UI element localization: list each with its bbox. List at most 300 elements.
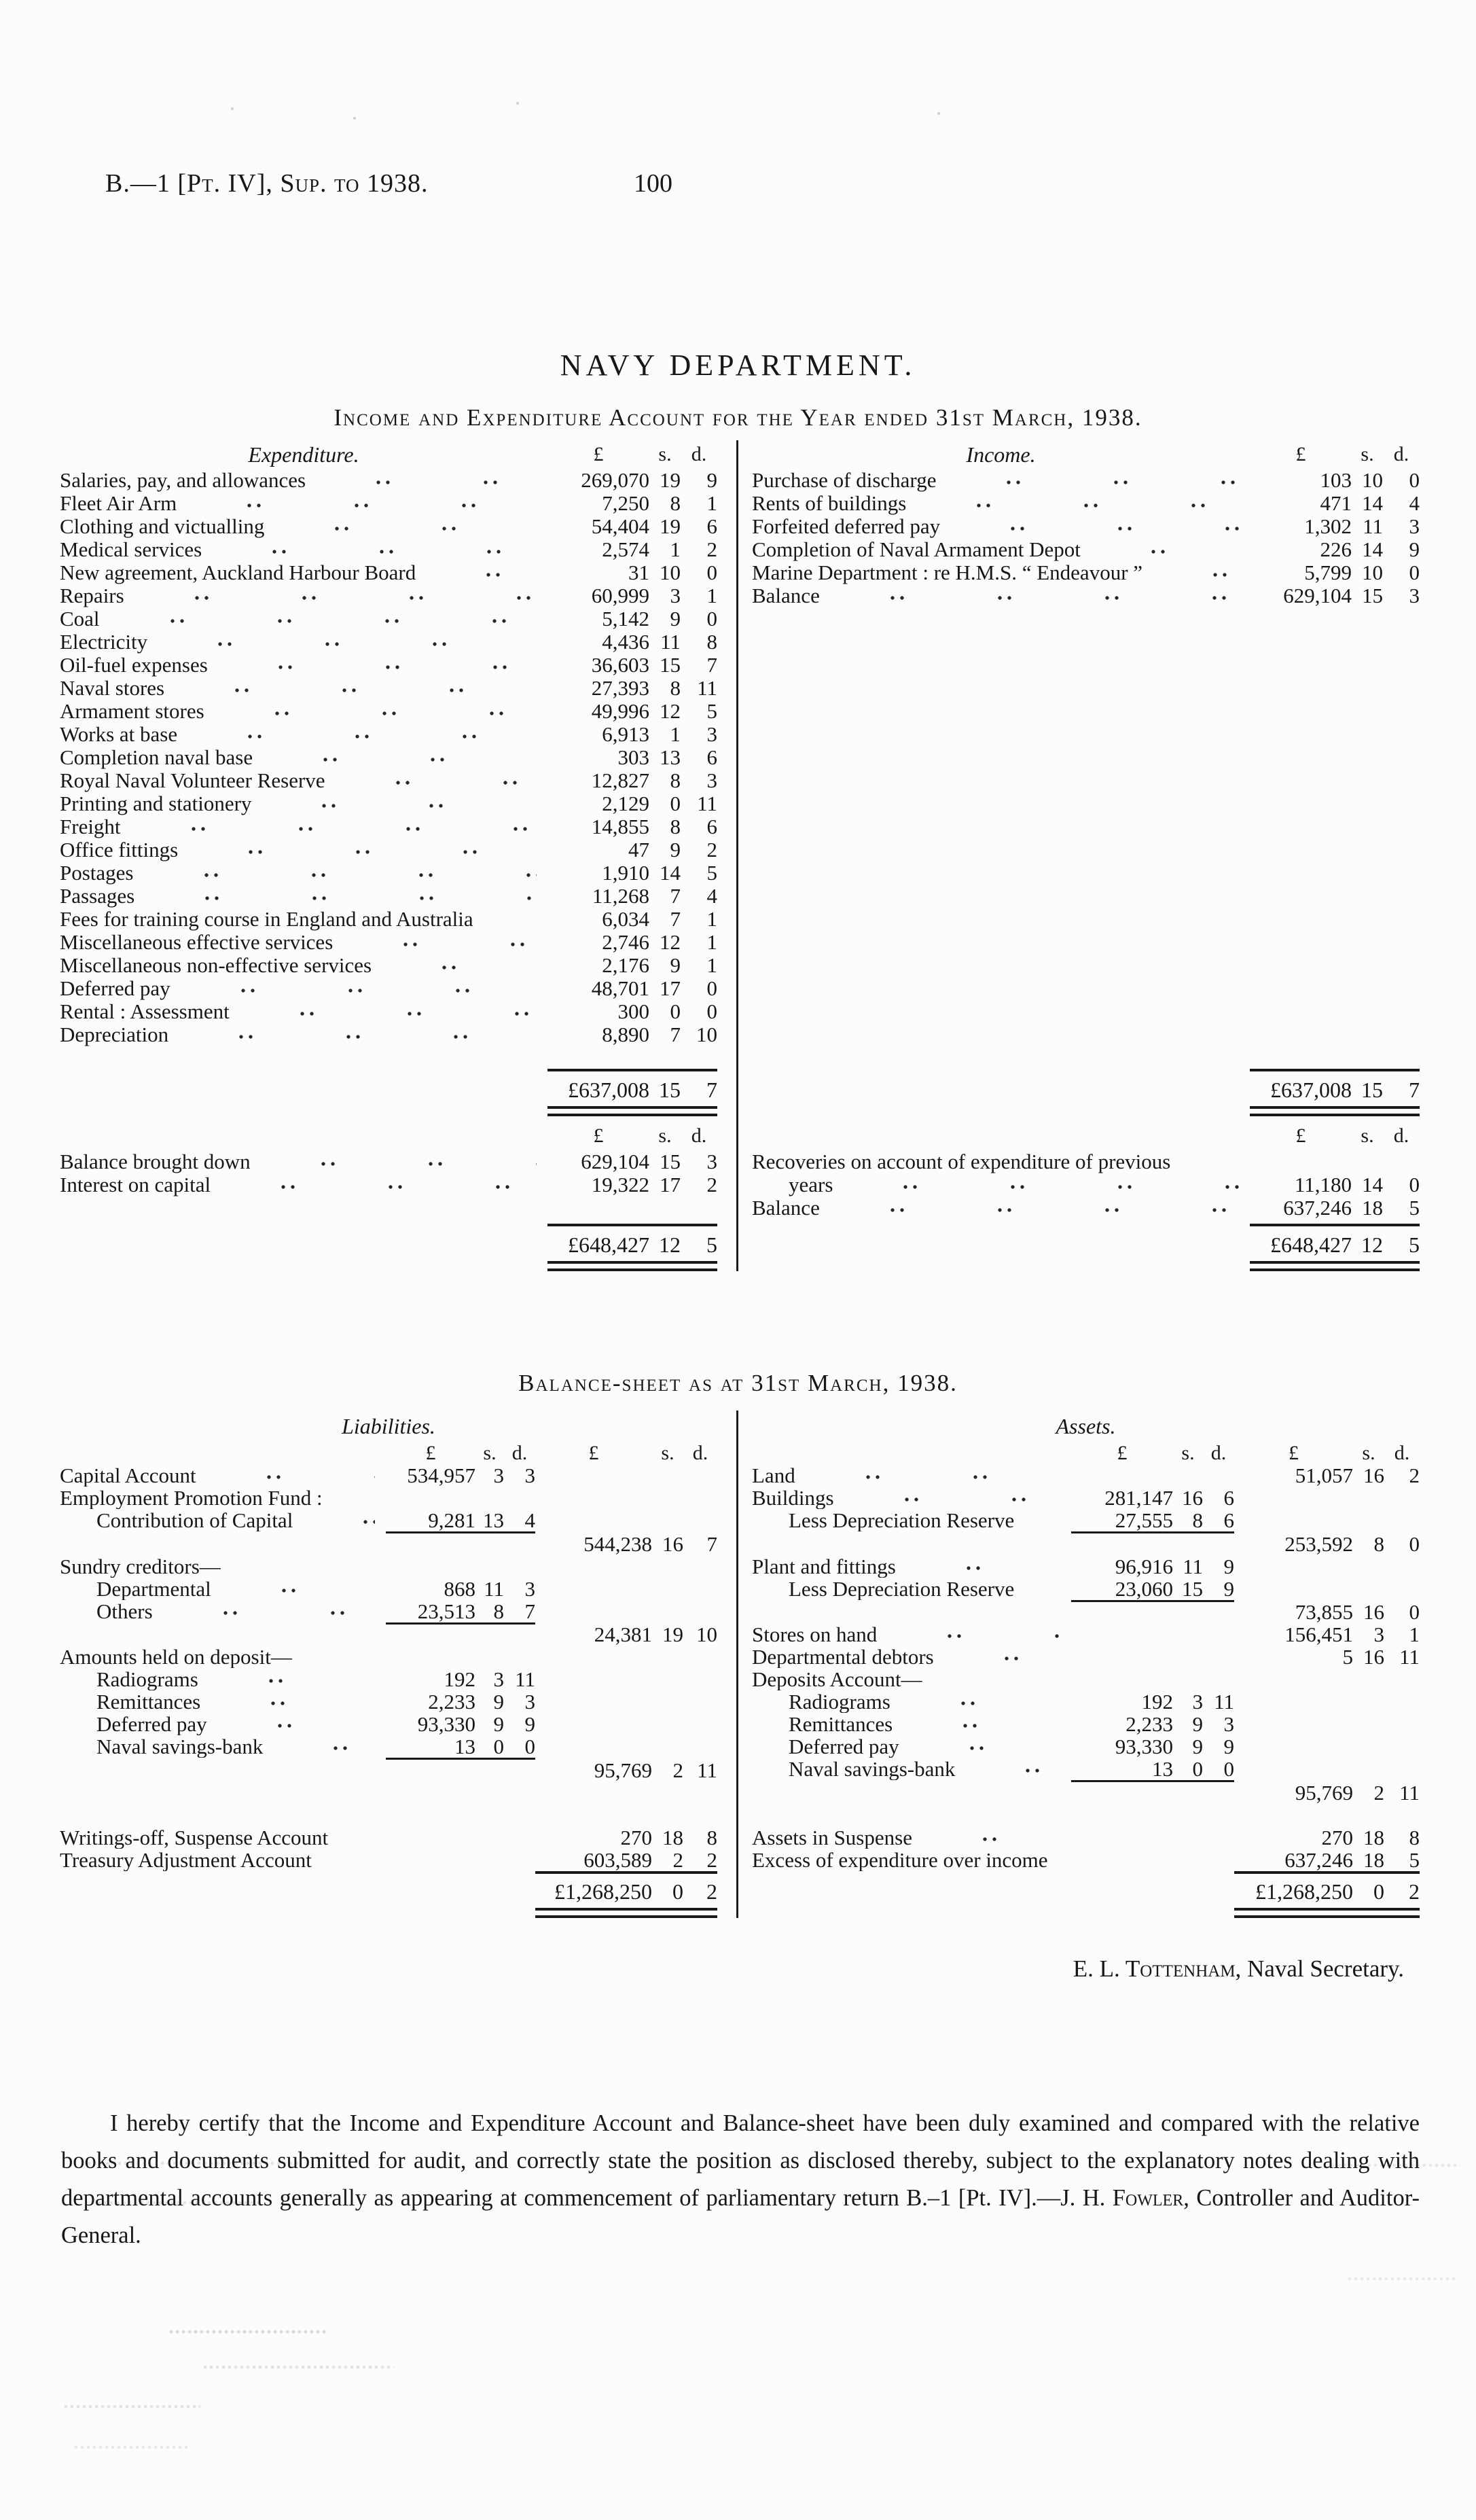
col-header-pence: d. — [691, 443, 707, 465]
amount-pounds: 96,916 — [1115, 1554, 1173, 1578]
balance-sheet-row — [60, 1826, 717, 1849]
col-header-pence: d. — [1210, 1442, 1227, 1464]
amount-pence — [1384, 1509, 1420, 1533]
total-shillings: 12 — [649, 1225, 681, 1256]
certification-body: I hereby certify that the Income and Expenditure Account and Balance-sheet have been duly examined and compared with the relative books and documents submitted for audit, and correctly state the position as disclosed thereby, subject to the explanatory notes dealing with departmental accounts generally as appearing at commencement of parliamentary return B.–1 [Pt. IV].—J. H. — [61, 2110, 1420, 2211]
amount-pence: 0 — [524, 1735, 535, 1758]
amount-shillings — [652, 1668, 683, 1690]
account-row — [60, 1150, 717, 1173]
col-header-shillings: s. — [1181, 1442, 1195, 1464]
blank-cell — [60, 1256, 547, 1271]
income-main-block — [752, 440, 1420, 1116]
cell — [1203, 1533, 1234, 1555]
row-label-cell — [752, 1578, 1071, 1600]
balance-sheet-row — [752, 1690, 1420, 1713]
amount-shillings: 7 — [670, 884, 681, 908]
row-label-cell — [60, 538, 547, 561]
account-row — [60, 838, 717, 862]
account-row — [752, 515, 1420, 538]
double-rule — [1250, 1261, 1420, 1271]
amount-pence: 0 — [706, 561, 717, 584]
amount-pence — [683, 1690, 717, 1713]
amount-pence: 4 — [524, 1508, 535, 1532]
row-label: Medical services — [60, 538, 202, 561]
row-label-cell — [60, 1578, 386, 1600]
row-label: Deferred pay — [789, 1735, 899, 1758]
amount-pence: 3 — [706, 768, 717, 792]
dot-leader — [276, 1735, 375, 1758]
col-header-shillings: s. — [658, 443, 672, 465]
subtotal-shillings: 2 — [1373, 1780, 1384, 1805]
amount-pence: 9 — [1223, 1576, 1234, 1601]
balance-sheet-row — [752, 1464, 1420, 1487]
col-header-pence: d. — [692, 1442, 708, 1464]
subtotal-pounds: 73,855 — [1295, 1600, 1353, 1624]
row-label-cell — [60, 1849, 386, 1871]
amount-pounds: 2,129 — [602, 792, 649, 815]
amount-pounds: 93,330 — [417, 1712, 475, 1736]
cell — [386, 1646, 475, 1668]
row-label-cell — [60, 1735, 386, 1758]
amount-pounds — [535, 1578, 652, 1600]
amount-pence — [683, 1578, 717, 1600]
row-label: Passages — [60, 885, 135, 908]
table-body — [752, 1070, 1420, 1116]
row-label: Naval savings-bank — [789, 1758, 956, 1780]
dot-leader — [833, 1196, 1239, 1220]
row-label: Remittances — [96, 1690, 201, 1713]
dot-leader — [191, 723, 537, 746]
dot-leader — [243, 1000, 537, 1023]
account-row — [752, 1150, 1420, 1173]
amount-pounds: 270 — [1321, 1825, 1353, 1849]
amount-pence: 11 — [1399, 1645, 1420, 1669]
amount-pounds: 6,913 — [602, 722, 649, 746]
amount-shillings: 16 — [1363, 1463, 1384, 1487]
row-label-cell — [752, 492, 1250, 515]
dot-leader — [134, 815, 537, 838]
subtotal-pounds: 95,769 — [594, 1758, 652, 1782]
total-pounds: £648,427 — [1250, 1225, 1352, 1256]
row-label-cell — [752, 1826, 1071, 1849]
row-label-cell — [752, 1713, 1071, 1735]
account-row — [60, 815, 717, 838]
cell — [1071, 1601, 1173, 1623]
cell — [386, 1487, 475, 1509]
amount-pence: 0 — [706, 999, 717, 1023]
double-rule-cell — [535, 1903, 717, 1918]
account-row — [60, 700, 717, 723]
amount-shillings: 11 — [660, 630, 681, 654]
dot-leader — [385, 954, 537, 977]
row-label-cell — [60, 1713, 386, 1735]
amount-shillings: 3 — [493, 1667, 504, 1691]
double-rule — [535, 1908, 717, 1918]
dot-leader — [221, 1713, 375, 1735]
amount-pence: 0 — [1409, 561, 1420, 584]
dot-leader — [848, 1487, 1060, 1509]
amount-pence: 11 — [515, 1667, 535, 1691]
amount-pence: 3 — [524, 1576, 535, 1601]
row-label-cell — [60, 631, 547, 654]
amount-pence — [683, 1509, 717, 1533]
row-label-cell — [752, 538, 1250, 561]
amount-pence: 5 — [706, 699, 717, 723]
amount-shillings: 13 — [660, 745, 681, 769]
amount-shillings — [1353, 1735, 1384, 1758]
amount-shillings: 14 — [1362, 537, 1383, 561]
subtotal-pence: 11 — [697, 1758, 717, 1782]
dot-leader — [225, 1578, 375, 1600]
amount-shillings — [652, 1735, 683, 1759]
row-label-cell — [60, 584, 547, 607]
blank-cell — [752, 1101, 1250, 1116]
amount-pounds: 1,910 — [602, 861, 649, 885]
row-label-cell — [60, 1464, 386, 1487]
row-label: Radiograms — [96, 1668, 198, 1690]
row-label-cell — [60, 1690, 386, 1713]
amount-pounds: 11,268 — [592, 884, 649, 908]
dot-leader — [266, 746, 537, 769]
amount-shillings: 9 — [670, 607, 681, 631]
amount-shillings: 8 — [493, 1599, 504, 1623]
balance-sheet-row — [752, 1578, 1420, 1601]
amount-shillings — [652, 1600, 683, 1624]
column-header-row — [752, 1442, 1420, 1464]
amount-pence: 2 — [1409, 1463, 1420, 1487]
dot-leader — [265, 792, 537, 815]
amount-pounds — [535, 1509, 652, 1533]
total-shillings: 0 — [652, 1873, 683, 1903]
amount-pounds: 48,701 — [591, 976, 649, 1000]
amount-shillings — [1353, 1690, 1384, 1713]
subtotal-shillings: 16 — [662, 1531, 683, 1556]
amount-pounds — [386, 1826, 475, 1849]
row-label: Electricity — [60, 631, 148, 654]
row-label-cell — [60, 977, 547, 1000]
cell — [652, 1555, 683, 1578]
total-pence: 5 — [681, 1225, 717, 1256]
amount-pence: 4 — [706, 884, 717, 908]
amount-pounds: 11,180 — [1294, 1173, 1352, 1196]
double-rule-row — [752, 1256, 1420, 1271]
cell — [475, 1873, 504, 1903]
dot-leader — [184, 977, 537, 1000]
total-pence: 7 — [1383, 1070, 1420, 1101]
amount-pounds — [1234, 1509, 1353, 1533]
row-label: Fees for training course in England and Australia — [60, 908, 473, 931]
col-header-pounds: £ — [1295, 1124, 1306, 1147]
col-header-shillings: s. — [1361, 443, 1374, 465]
amount-pence: 0 — [1409, 468, 1420, 492]
amount-pounds — [535, 1668, 652, 1690]
amount-shillings — [1353, 1509, 1384, 1533]
amount-shillings: 8 — [670, 815, 681, 838]
dot-leader — [429, 561, 537, 584]
amount-pence: 3 — [706, 722, 717, 746]
dot-leader — [969, 1758, 1060, 1780]
dot-leader — [319, 469, 537, 492]
amount-shillings: 18 — [1363, 1847, 1384, 1872]
amount-pence — [683, 1713, 717, 1735]
amount-pounds — [1071, 1849, 1173, 1873]
row-label-cell — [752, 469, 1250, 492]
amount-shillings: 12 — [660, 930, 681, 954]
account-row — [752, 1173, 1420, 1196]
amount-pence: 1 — [706, 953, 717, 977]
cell — [475, 1487, 504, 1509]
bleed-through-artifact — [82, 2162, 299, 2165]
cell — [504, 1555, 535, 1578]
account-row — [60, 584, 717, 607]
row-label: Miscellaneous effective services — [60, 931, 334, 954]
amount-pence — [504, 1826, 535, 1849]
signature-line — [1073, 1955, 1404, 1983]
amount-pounds: 54,404 — [591, 514, 649, 538]
dot-leader — [161, 631, 537, 654]
row-label-cell — [60, 1826, 386, 1849]
amount-shillings: 19 — [660, 468, 681, 492]
row-label-cell — [60, 746, 547, 769]
amount-shillings: 8 — [670, 676, 681, 700]
subtotal-pence: 11 — [1399, 1780, 1420, 1805]
amount-shillings: 12 — [660, 699, 681, 723]
amount-pence — [1203, 1849, 1234, 1873]
row-label: Balance — [752, 1196, 820, 1220]
row-label-cell — [752, 1464, 1071, 1487]
cell — [1353, 1668, 1384, 1690]
dot-leader — [1094, 538, 1239, 561]
balance-sheet-row — [752, 1735, 1420, 1758]
double-rule-cell — [547, 1101, 717, 1116]
row-label: Deferred pay — [60, 977, 170, 1000]
cell — [504, 1646, 535, 1668]
row-label: Postages — [60, 862, 134, 885]
dot-leader — [148, 885, 537, 908]
section-label: Income. — [966, 442, 1036, 467]
balance-sheet-row — [752, 1509, 1420, 1533]
account-row — [752, 561, 1420, 584]
subtotal-pence: 0 — [1409, 1600, 1420, 1624]
total-pence: 2 — [1384, 1873, 1420, 1903]
audit-certification-paragraph — [61, 2105, 1420, 2254]
amount-pounds — [1234, 1487, 1353, 1509]
row-label-cell — [752, 1623, 1071, 1646]
balance-sheet-row — [60, 1555, 717, 1578]
amount-pence: 9 — [1223, 1735, 1234, 1758]
row-label: Plant and fittings — [752, 1555, 896, 1578]
liabilities-column — [60, 1410, 738, 1918]
amount-shillings: 1 — [670, 722, 681, 746]
bleed-through-artifact — [1331, 2164, 1460, 2167]
dot-leader — [904, 1690, 1060, 1713]
cell — [535, 1555, 652, 1578]
cell — [475, 1623, 504, 1646]
expenditure-column — [60, 440, 738, 1271]
col-header-pounds: £ — [588, 1442, 599, 1464]
row-label-cell — [752, 584, 1250, 607]
row-label: Radiograms — [789, 1690, 890, 1713]
total-shillings: 15 — [649, 1070, 681, 1101]
row-label: Naval stores — [60, 677, 165, 700]
balance-sheet-row — [60, 1713, 717, 1735]
subtotal-shillings: 19 — [662, 1622, 683, 1646]
row-label-cell — [60, 792, 547, 815]
cell — [504, 1759, 535, 1781]
scan-speck — [353, 117, 356, 120]
account-row — [60, 469, 717, 492]
amount-pounds: 23,060 — [1115, 1576, 1173, 1601]
account-lower-table — [60, 1122, 717, 1196]
row-label: Depreciation — [60, 1023, 169, 1046]
row-label: Departmental — [96, 1577, 211, 1600]
account-lower-table — [752, 1122, 1420, 1220]
cell — [1173, 1873, 1203, 1903]
amount-pence — [1384, 1735, 1420, 1758]
liabilities-table-mount — [60, 1442, 717, 1918]
amount-pounds: 2,746 — [602, 930, 649, 954]
amount-pounds: 192 — [444, 1667, 475, 1691]
amount-pounds: 31 — [628, 561, 649, 584]
subtotal-shillings: 16 — [1363, 1600, 1384, 1624]
amount-shillings: 0 — [670, 999, 681, 1023]
amount-pounds — [1234, 1555, 1353, 1578]
balance-sheet-row — [60, 1487, 717, 1509]
account-row — [60, 492, 717, 515]
row-label-cell — [752, 1849, 1071, 1871]
double-rule — [1250, 1106, 1420, 1116]
amount-shillings: 18 — [1363, 1825, 1384, 1849]
amount-pounds: 192 — [1141, 1690, 1173, 1714]
amount-shillings: 1 — [670, 537, 681, 561]
amount-pounds: 9,281 — [428, 1508, 475, 1532]
dot-leader — [214, 1690, 375, 1713]
amount-shillings: 11 — [484, 1576, 504, 1601]
amount-pence: 3 — [706, 1150, 717, 1173]
row-label-cell — [60, 1646, 386, 1668]
amount-pence: 10 — [696, 1023, 717, 1046]
amount-pence: 5 — [706, 861, 717, 885]
amount-pence: 9 — [1223, 1554, 1234, 1578]
row-label: Remittances — [789, 1713, 893, 1735]
cell — [386, 1533, 475, 1555]
total-table — [60, 1069, 717, 1116]
cell — [1173, 1668, 1203, 1690]
amount-pence: 5 — [1409, 1847, 1420, 1872]
cell — [1203, 1781, 1234, 1804]
amount-shillings — [1353, 1487, 1384, 1509]
double-rule-row — [60, 1903, 717, 1918]
dot-leader — [306, 1509, 375, 1531]
col-header-pence: d. — [511, 1442, 528, 1464]
subtotal-row — [752, 1781, 1420, 1804]
bleed-through-artifact — [170, 2330, 326, 2333]
account-row — [752, 492, 1420, 515]
cell — [1071, 1533, 1173, 1555]
amount-pounds: 7,250 — [602, 491, 649, 515]
row-label-cell — [752, 1509, 1071, 1531]
subtotal-row — [752, 1533, 1420, 1555]
dot-leader — [1028, 1509, 1060, 1531]
amount-shillings — [1173, 1646, 1203, 1668]
amount-pounds: 6,034 — [602, 907, 649, 931]
dot-leader — [809, 1464, 1060, 1487]
col-header-shillings: s. — [658, 1124, 672, 1147]
account-row — [60, 723, 717, 746]
amount-shillings — [1173, 1623, 1203, 1646]
total-pounds: £648,427 — [547, 1225, 649, 1256]
balance-sheet-table — [60, 1442, 717, 1918]
amount-pounds: 629,104 — [1283, 584, 1352, 607]
subtotal-pounds: 95,769 — [1295, 1780, 1353, 1805]
dot-leader — [833, 584, 1239, 607]
row-label: Completion of Naval Armament Depot — [752, 538, 1081, 561]
amount-pounds: 27,555 — [1115, 1508, 1173, 1532]
amount-pence: 0 — [706, 607, 717, 631]
spacer-cell — [752, 1804, 1420, 1826]
amount-pounds: 2,233 — [1126, 1712, 1173, 1736]
scan-speck — [937, 112, 940, 115]
amount-pounds — [535, 1690, 652, 1713]
amount-pounds: 637,246 — [1283, 1196, 1352, 1220]
amount-pounds: 603,589 — [583, 1847, 652, 1872]
row-label-cell — [60, 1150, 547, 1173]
amount-pence: 3 — [1223, 1712, 1234, 1736]
amount-pounds — [535, 1735, 652, 1759]
table-body — [752, 440, 1420, 607]
amount-shillings: 9 — [1192, 1735, 1203, 1758]
dot-leader — [192, 838, 537, 862]
dot-leader — [339, 769, 537, 792]
balance-sheet-row — [60, 1464, 717, 1487]
cell — [475, 1533, 504, 1555]
row-label: Fleet Air Arm — [60, 492, 177, 515]
dot-leader — [264, 1150, 537, 1173]
blank-cell — [60, 1903, 535, 1918]
cell — [1173, 1533, 1203, 1555]
amount-pence: 3 — [524, 1690, 535, 1714]
amount-pounds: 1,302 — [1304, 514, 1352, 538]
cell — [1173, 1781, 1203, 1804]
row-label: Interest on capital — [60, 1173, 211, 1196]
row-label: Balance — [752, 584, 820, 607]
dot-leader — [487, 908, 537, 931]
amount-pence — [683, 1735, 717, 1759]
subtotal-row — [752, 1601, 1420, 1623]
table-body — [60, 440, 717, 1046]
col-header-shillings: s. — [661, 1442, 674, 1464]
column-header-row — [60, 1442, 717, 1464]
row-label: Excess of expenditure over income — [752, 1848, 1048, 1871]
amount-pence: 8 — [1409, 1825, 1420, 1849]
income-column — [738, 440, 1420, 1271]
blank-cell — [752, 1903, 1234, 1918]
account-items-table — [60, 440, 717, 1046]
row-label: Deposits Account— — [752, 1668, 922, 1690]
row-label-cell — [60, 1668, 386, 1690]
account-row — [60, 677, 717, 700]
amount-pence: 8 — [706, 630, 717, 654]
amount-pence — [1384, 1690, 1420, 1713]
row-label: Employment Promotion Fund : — [60, 1487, 323, 1509]
total-shillings: 15 — [1352, 1070, 1383, 1101]
row-label: Office fittings — [60, 838, 179, 862]
amount-pounds — [1234, 1578, 1353, 1601]
amount-pence: 7 — [524, 1599, 535, 1623]
row-label: Writings-off, Suspense Account — [60, 1826, 329, 1849]
row-label-cell — [752, 1758, 1071, 1780]
amount-pence — [1384, 1555, 1420, 1578]
